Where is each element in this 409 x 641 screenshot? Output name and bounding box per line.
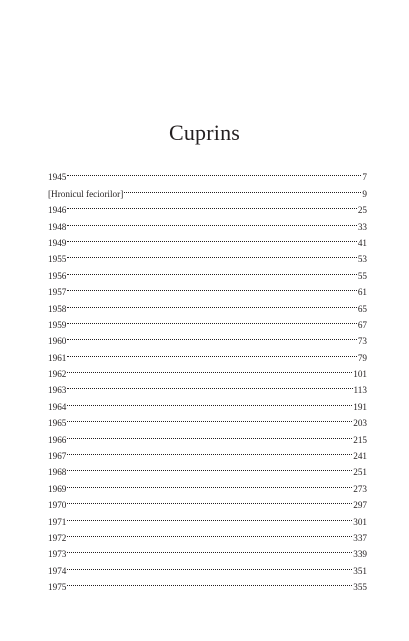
dot-leader — [67, 557, 352, 573]
dot-leader — [67, 443, 352, 459]
toc-entry[interactable] — [48, 426, 367, 445]
toc-entry-label: 1961 — [48, 352, 67, 363]
toc-entry[interactable] — [48, 557, 367, 576]
toc-entry-page-number: 79 — [357, 352, 367, 363]
toc-entry-page-number: 67 — [357, 319, 367, 330]
dot-leader — [67, 230, 356, 246]
toc-entry-label: 1948 — [48, 221, 67, 232]
dot-leader — [67, 410, 352, 426]
toc-entry-page-number: 25 — [357, 205, 367, 216]
dot-leader — [67, 459, 352, 475]
toc-entry-page-number: 41 — [357, 237, 367, 248]
toc-entry-page-number: 241 — [353, 451, 367, 462]
dot-leader — [67, 426, 352, 442]
toc-entry[interactable] — [48, 246, 367, 265]
toc-entry-page-number: 355 — [353, 582, 367, 593]
toc-entry[interactable] — [48, 262, 367, 281]
toc-entry[interactable] — [48, 475, 367, 494]
toc-entry-label: 1968 — [48, 467, 67, 478]
toc-entry-label: 1963 — [48, 385, 67, 396]
dot-leader — [67, 574, 352, 590]
dot-leader — [67, 197, 356, 213]
toc-entry[interactable] — [48, 197, 367, 216]
toc-entry-page-number: 339 — [353, 549, 367, 560]
toc-entry[interactable] — [48, 508, 367, 527]
toc-entry[interactable] — [48, 295, 367, 314]
toc-entry-page-number: 73 — [357, 336, 367, 347]
toc-entry-label: 1966 — [48, 434, 67, 445]
toc-entry-label: 1958 — [48, 303, 67, 314]
toc-entry-label: 1971 — [48, 516, 67, 527]
dot-leader — [67, 312, 356, 328]
toc-entry[interactable] — [48, 312, 367, 328]
toc-entry[interactable] — [48, 213, 367, 232]
dot-leader — [67, 508, 352, 524]
toc-entry-page-number: 351 — [353, 565, 367, 576]
dot-leader — [67, 541, 352, 557]
toc-entry[interactable] — [48, 230, 367, 246]
dot-leader — [67, 262, 356, 278]
toc-entry-label: 1969 — [48, 483, 67, 494]
toc-entry-page-number: 53 — [357, 254, 367, 265]
toc-entry-label: 1956 — [48, 270, 67, 281]
dot-leader — [67, 344, 356, 360]
dot-leader — [67, 164, 361, 180]
dot-leader — [67, 328, 356, 344]
toc-entry-page-number: 33 — [357, 221, 367, 232]
toc-entry[interactable] — [48, 574, 367, 593]
toc-entry[interactable] — [48, 344, 367, 363]
dot-leader — [67, 377, 352, 393]
toc-entry[interactable] — [48, 393, 367, 412]
dot-leader — [67, 361, 352, 377]
dot-leader — [67, 393, 352, 409]
toc-entry-page-number: 301 — [353, 516, 367, 527]
toc-entry-label: [Hronicul feciorilor] — [48, 188, 124, 199]
toc-entry-page-number: 273 — [353, 483, 367, 494]
toc-entry-page-number: 215 — [353, 434, 367, 445]
toc-entry-label: 1964 — [48, 401, 67, 412]
toc-entry-page-number: 203 — [353, 418, 367, 429]
toc-entry-label: 1975 — [48, 582, 67, 593]
toc-entry[interactable] — [48, 377, 367, 396]
toc-entry-page-number: 9 — [362, 188, 367, 199]
toc-entry-label: 1960 — [48, 336, 67, 347]
toc-entry-page-number: 101 — [353, 369, 367, 380]
toc-entry[interactable] — [48, 525, 367, 541]
toc-entry-label: 1945 — [48, 172, 67, 183]
dot-leader — [67, 492, 352, 508]
toc-entry-page-number: 297 — [353, 500, 367, 511]
toc-entry[interactable] — [48, 180, 367, 199]
toc-entry-label: 1974 — [48, 565, 67, 576]
toc-entry[interactable] — [48, 410, 367, 429]
toc-entry-label: 1967 — [48, 451, 67, 462]
toc-entry-page-number: 191 — [353, 401, 367, 412]
dot-leader — [67, 213, 356, 229]
toc-entry-label: 1973 — [48, 549, 67, 560]
toc-entry-label: 1957 — [48, 287, 67, 298]
toc-entry[interactable] — [48, 541, 367, 560]
toc-entry-label: 1970 — [48, 500, 67, 511]
dot-leader — [124, 180, 361, 196]
toc-entry[interactable] — [48, 459, 367, 478]
toc-entry-page-number: 251 — [353, 467, 367, 478]
dot-leader — [67, 525, 352, 541]
toc-entry-page-number: 61 — [357, 287, 367, 298]
toc-entry-page-number: 55 — [357, 270, 367, 281]
toc-entry-label: 1959 — [48, 319, 67, 330]
toc-entry[interactable] — [48, 328, 367, 347]
toc-entry[interactable] — [48, 492, 367, 511]
toc-entry-page-number: 65 — [357, 303, 367, 314]
toc-entry[interactable] — [48, 443, 367, 462]
toc-entry-label: 1949 — [48, 237, 67, 248]
toc-entry-page-number: 7 — [362, 172, 367, 183]
dot-leader — [67, 475, 352, 491]
toc-entry[interactable] — [48, 361, 367, 380]
dot-leader — [67, 295, 356, 311]
toc-entry-page-number: 337 — [353, 532, 367, 543]
toc-entry-label: 1972 — [48, 532, 67, 543]
toc-entry-label: 1962 — [48, 369, 67, 380]
toc-entry-label: 1955 — [48, 254, 67, 265]
toc-entry[interactable] — [48, 164, 367, 183]
toc-entry-label: 1965 — [48, 418, 67, 429]
toc-entry-label: 1946 — [48, 205, 67, 216]
toc-entry-page-number: 113 — [353, 385, 367, 396]
table-of-contents — [48, 164, 367, 593]
dot-leader — [67, 279, 356, 295]
page-title: Cuprins — [168, 120, 241, 145]
dot-leader — [67, 246, 356, 262]
toc-entry[interactable] — [48, 279, 367, 298]
